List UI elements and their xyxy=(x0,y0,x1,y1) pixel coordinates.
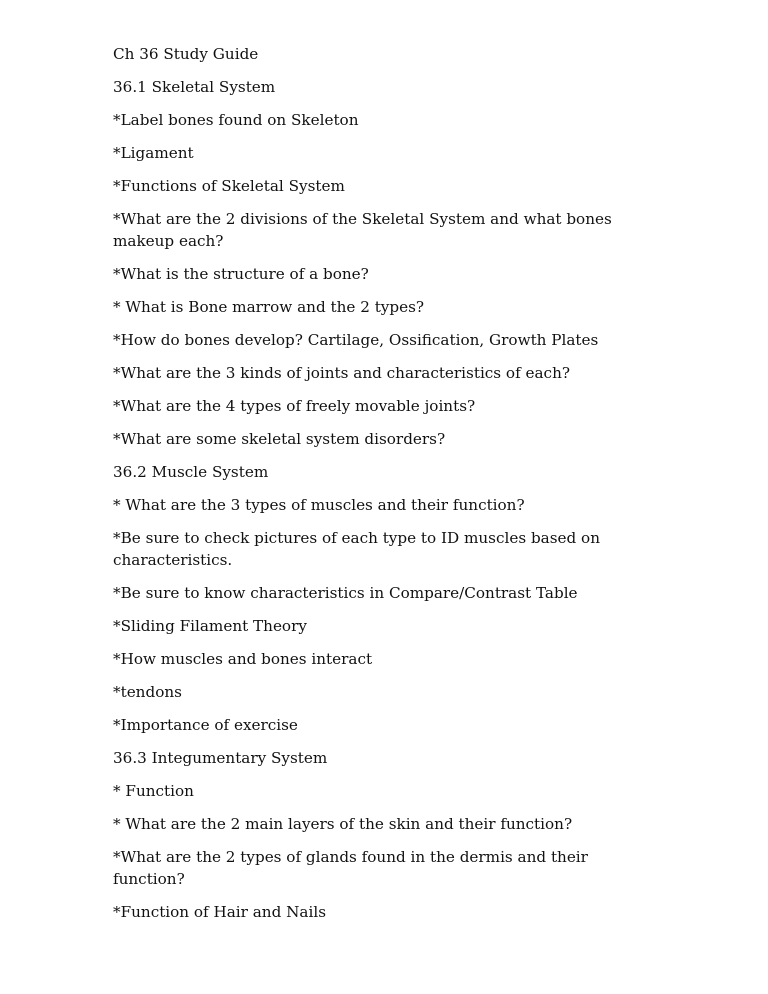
document-title: Ch 36 Study Guide xyxy=(113,45,259,63)
study-item: *Importance of exercise xyxy=(113,716,298,734)
study-item: * What is Bone marrow and the 2 types? xyxy=(113,298,425,316)
section-heading-integumentary: 36.3 Integumentary System xyxy=(113,749,328,767)
study-item: *Ligament xyxy=(113,144,194,162)
study-item: *Functions of Skeletal System xyxy=(113,177,345,195)
study-item: *tendons xyxy=(113,683,182,701)
study-item: *How muscles and bones interact xyxy=(113,650,373,668)
study-item: *Sliding Filament Theory xyxy=(113,617,307,635)
study-item: *What are the 3 kinds of joints and characteristics of each? xyxy=(113,364,570,382)
study-item: *What are some skeletal system disorders? xyxy=(113,430,446,448)
study-item: *What is the structure of a bone? xyxy=(113,265,369,283)
section-heading-muscle: 36.2 Muscle System xyxy=(113,463,269,481)
study-item: *How do bones develop? Cartilage, Ossification, Growth Plates xyxy=(113,331,599,349)
study-item: *Be sure to check pictures of each type to ID muscles based on characteristics. xyxy=(113,529,600,569)
study-item: *Label bones found on Skeleton xyxy=(113,111,359,129)
study-item: * Function xyxy=(113,782,194,800)
study-item: *What are the 2 types of glands found in the dermis and their function? xyxy=(113,848,588,888)
study-item: *Function of Hair and Nails xyxy=(113,903,326,921)
study-item: *What are the 4 types of freely movable joints? xyxy=(113,397,476,415)
study-guide-content xyxy=(113,43,658,934)
study-item: *What are the 2 divisions of the Skeletal System and what bones makeup each? xyxy=(113,210,612,250)
section-heading-skeletal: 36.1 Skeletal System xyxy=(113,78,276,96)
study-item: *Be sure to know characteristics in Compare/Contrast Table xyxy=(113,584,578,602)
study-item: * What are the 2 main layers of the skin and their function? xyxy=(113,815,573,833)
study-item: * What are the 3 types of muscles and their function? xyxy=(113,496,525,514)
